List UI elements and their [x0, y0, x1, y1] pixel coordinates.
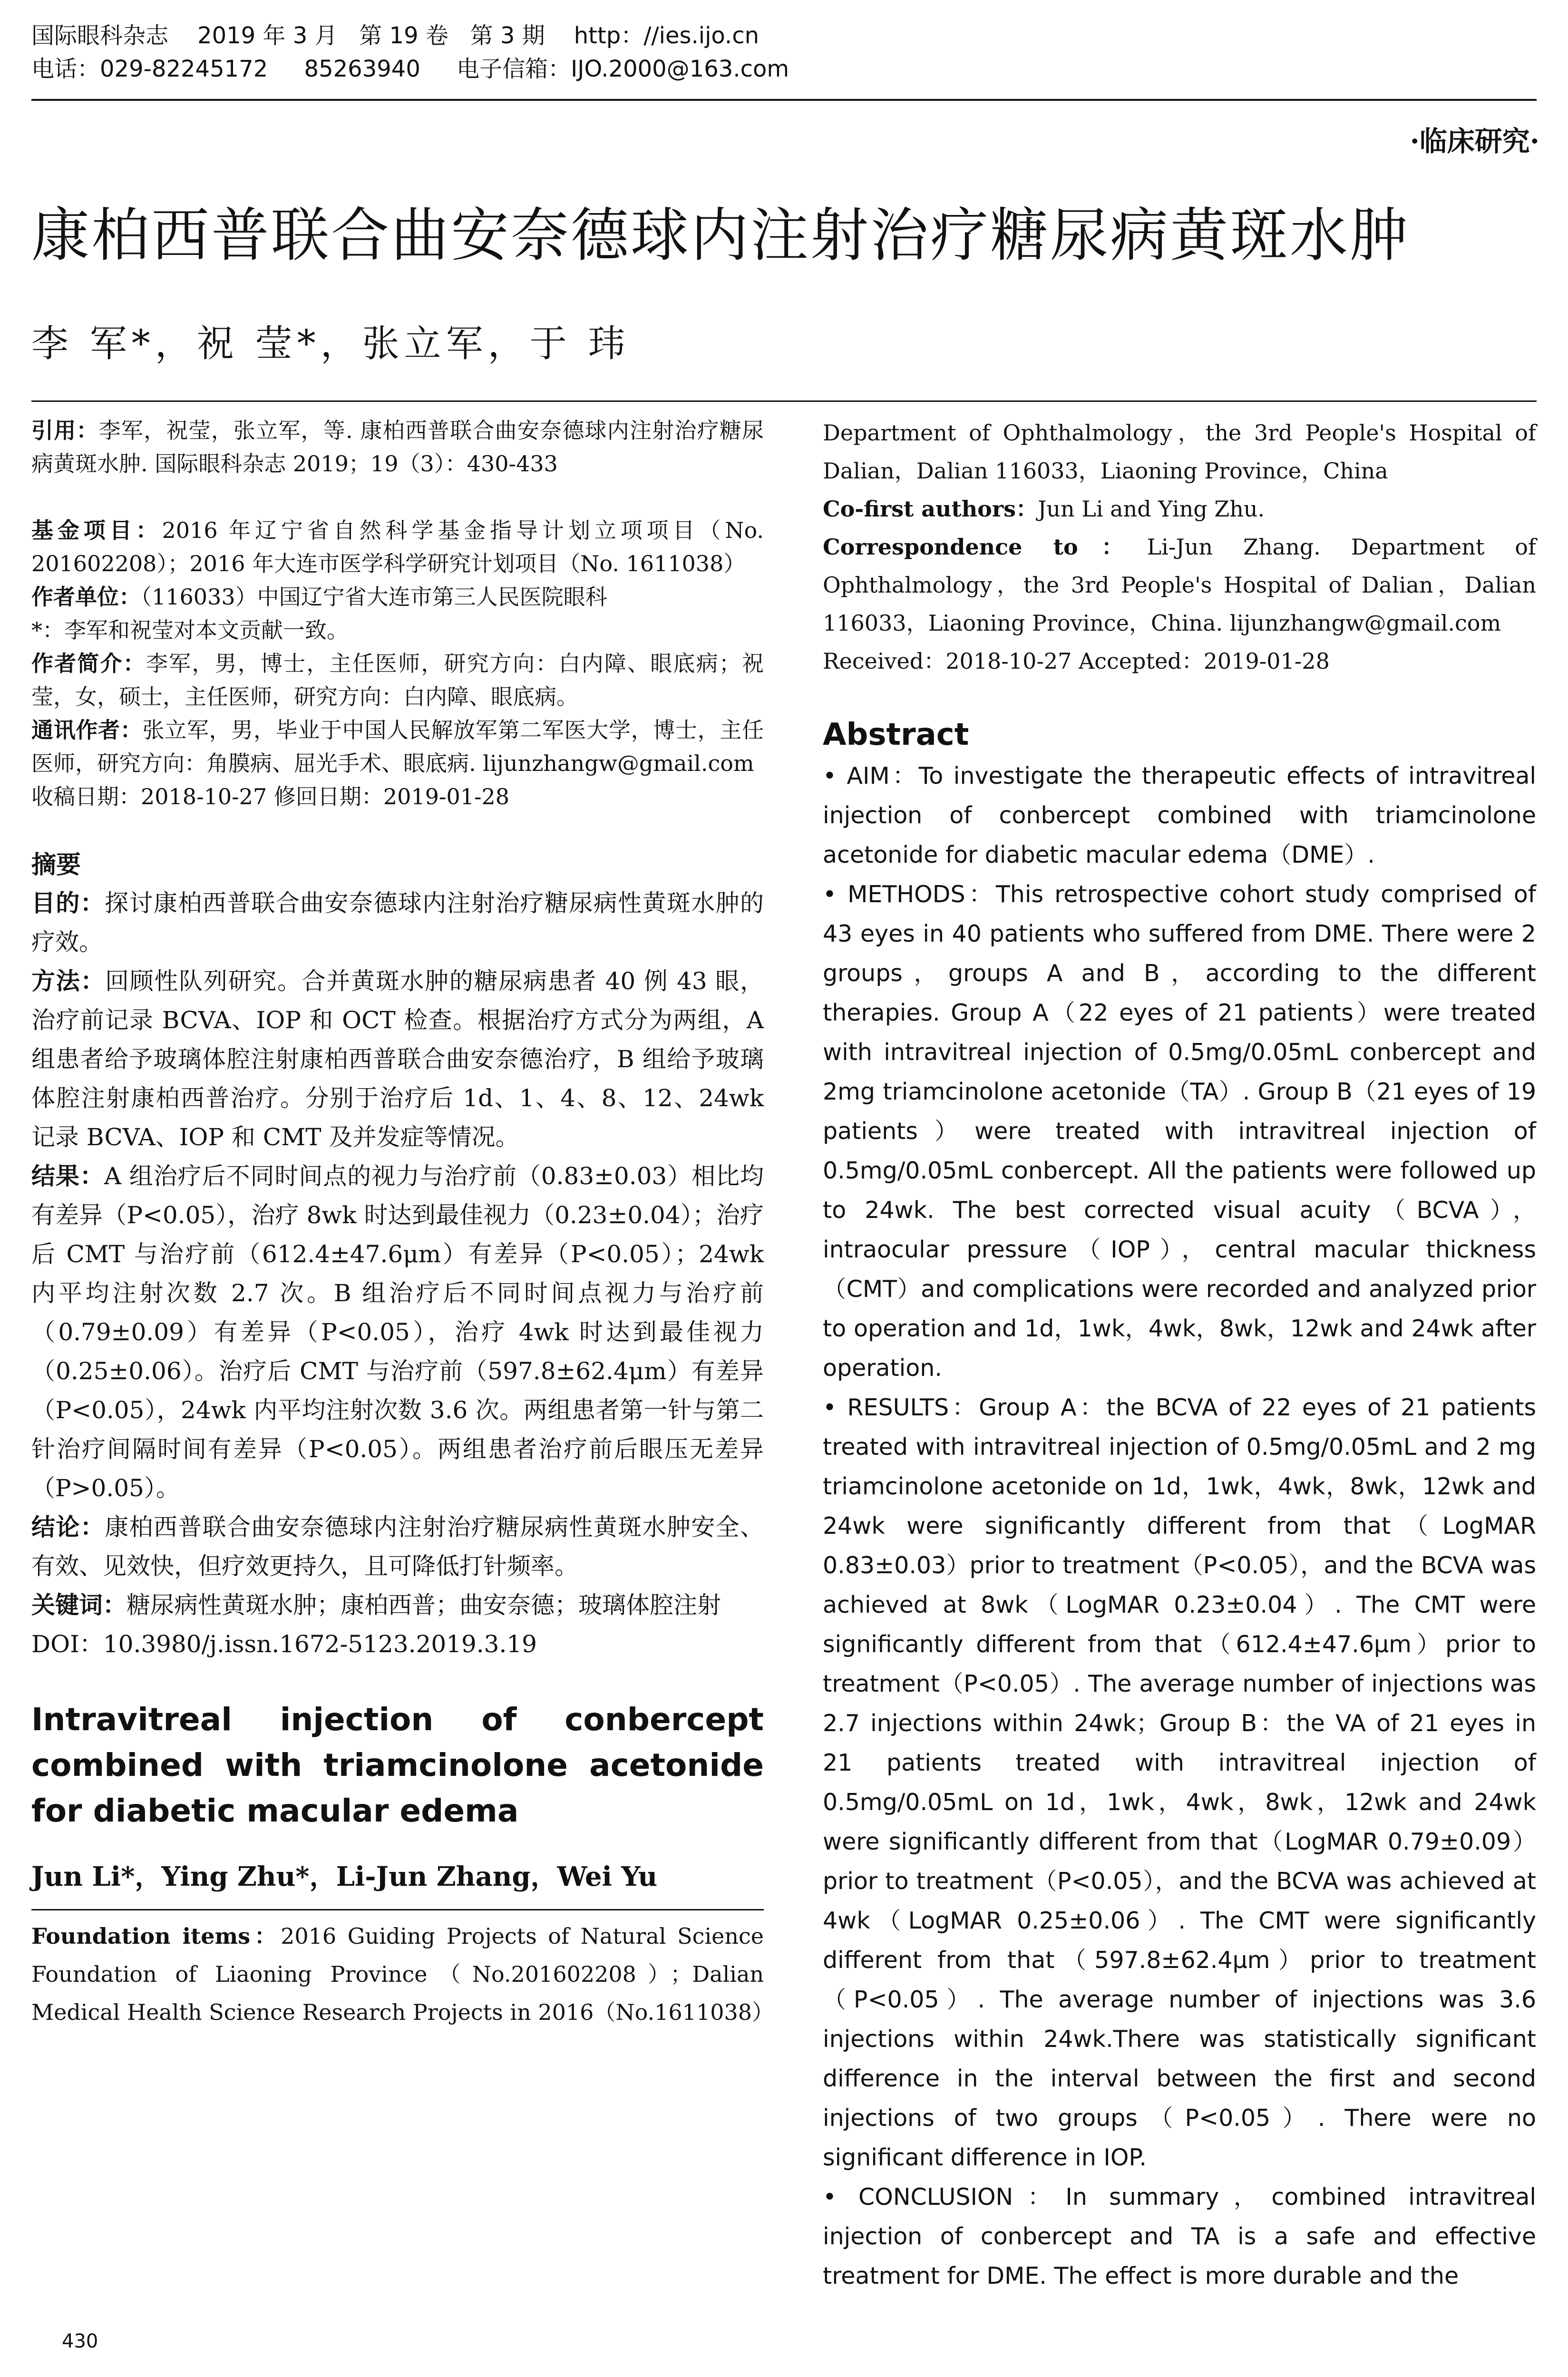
bio-text: 李军，男，博士，主任医师，研究方向：白内障、眼底病；祝莹，女，硕士，主任医师，研究方向：白内障、眼底病。 [31, 651, 764, 710]
english-authors: Jun Li*，Ying Zhu*，Li-Jun Zhang，Wei Yu [31, 1861, 658, 1892]
correspondence-cn [31, 713, 764, 780]
journal-header-line2: 电话：029-82245172 85263940 电子信箱：IJO.2000@163.com [31, 56, 789, 82]
abstract-cn-result [31, 1157, 764, 1508]
right-column [823, 414, 1536, 2296]
foundation-label: Foundation items： [31, 1923, 281, 1949]
foundation-items [31, 1917, 774, 2031]
abstract-en-aim: • AIM：To investigate the therapeutic effects of intravitreal injection of conbercept combined with triamcinolone acetonide for diabetic macular edema（DME）. [823, 762, 1536, 868]
citation-label: 引用： [31, 418, 99, 443]
aim-label: 目的： [31, 889, 105, 917]
keywords-cn [31, 1586, 764, 1625]
corr-text-cn: 张立军，男，毕业于中国人民解放军第二军医大学，博士，主任医师，研究方向：角膜病、屈光手术、眼底病. lijunzhangw@gmail.com [31, 717, 764, 776]
section-tag: ·临床研究· [1410, 125, 1539, 157]
aim-text: 探讨康柏西普联合曲安奈德球内注射治疗糖尿病性黄斑水肿的疗效。 [31, 889, 764, 956]
journal-header-line1: 国际眼科杂志 2019 年 3 月 第 19 卷 第 3 期 http：//ies.ijo.cn [31, 22, 760, 49]
unit-label: 作者单位： [31, 584, 141, 610]
method-label: 方法： [31, 967, 106, 995]
author-unit [31, 580, 764, 614]
correspondence-en [823, 528, 1536, 642]
header-divider [31, 99, 1537, 101]
fund-text: 2016 年辽宁省自然科学基金指导计划立项项目（No. 201602208）；2016 年大连市医学科学研究计划项目（No. 1611038） [31, 517, 764, 576]
abstract-en-heading: Abstract [823, 717, 969, 752]
abstract-cn-heading: 摘要 [31, 851, 81, 879]
abstract-cn-aim [31, 884, 764, 962]
fund-label: 基金项目： [31, 517, 162, 543]
citation [31, 414, 764, 480]
keywords-text: 糖尿病性黄斑水肿；康柏西普；曲安奈德；玻璃体腔注射 [127, 1591, 721, 1619]
conclusion-label: 结论： [31, 1513, 105, 1541]
corr-label-en: Correspondence to： [823, 534, 1147, 560]
left-column [31, 414, 774, 2031]
result-text: A 组治疗后不同时间点的视力与治疗前（0.83±0.03）相比均有差异（P<0.05），治疗 8wk 时达到最佳视力（0.23±0.04）；治疗后 CMT 与治疗前（612.4±47.6μm）有差异（P<0.05）；24wk 内平均注射次数 2.7 次。B 组治疗后不同时间点视力与治疗前（0.79±0.09）有差异（P<0.05），治疗 4wk 时达到最佳视力（0.25±0.06）。治疗后 CMT 与治疗前（597.8±62.4μm）有差异（P<0.05），24wk 内平均注射次数 3.6 次。两组患者第一针与第二针治疗间隔时间有差异（P<0.05）。两组患者治疗前后眼压无差异（P>0.05）。 [31, 1162, 764, 1502]
bio-label: 作者简介： [31, 651, 146, 676]
abstract-cn-method [31, 962, 764, 1157]
fund [31, 514, 764, 580]
result-label: 结果： [31, 1162, 104, 1190]
authors-cn: 李 军*，祝 莹*，张立军，于 玮 [31, 322, 630, 365]
doi: DOI：10.3980/j.issn.1672-5123.2019.3.19 [31, 1630, 537, 1658]
title-divider [31, 400, 1537, 402]
corr-text-en: Li-Jun Zhang. Department of Ophthalmology，the 3rd People's Hospital of Dalian，Dalian 116033，Liaoning Province，China. lijunzhangw@gmail.com [823, 534, 1536, 636]
department-en: Department of Ophthalmology，the 3rd People's Hospital of Dalian，Dalian 116033，Liaoning Province，China [823, 420, 1536, 484]
abstract-cn-conclusion [31, 1508, 764, 1586]
abstract-en-methods: • METHODS：This retrospective cohort study comprised of 43 eyes in 40 patients who suffered from DME. There were 2 groups，groups A and B，according to the different therapies. Group A（22 eyes of 21 patients）were treated with intravitreal injection of 0.5mg/0.05mL conbercept and 2mg triamcinolone acetonide（TA）. Group B（21 eyes of 19 patients）were treated with intravitreal injection of 0.5mg/0.05mL conbercept. All the patients were followed up to 24wk. The best corrected visual acuity（BCVA），intraocular pressure（IOP），central macular thickness（CMT）and complications were recorded and analyzed prior to operation and 1d，1wk，4wk，8wk，12wk and 24wk after operation. [823, 881, 1536, 1382]
author-bio [31, 647, 764, 713]
cofirst-authors [823, 490, 1536, 528]
citation-text: 李军，祝莹，张立军，等. 康柏西普联合曲安奈德球内注射治疗糖尿病黄斑水肿. 国际眼科杂志 2019；19（3）：430-433 [31, 418, 764, 477]
cofirst-text: Jun Li and Ying Zhu. [1037, 496, 1265, 522]
dates-cn: 收稿日期：2018-10-27 修回日期：2019-01-28 [31, 784, 510, 809]
contribution-note: *：李军和祝莹对本文贡献一致。 [31, 617, 349, 643]
dates-en: Received：2018-10-27 Accepted：2019-01-28 [823, 648, 1330, 674]
corr-label-cn: 通讯作者： [31, 717, 143, 743]
conclusion-text: 康柏西普联合曲安奈德球内注射治疗糖尿病性黄斑水肿安全、有效、见效快，但疗效更持久，且可降低打针频率。 [31, 1513, 764, 1580]
unit-text: （116033）中国辽宁省大连市第三人民医院眼科 [141, 584, 607, 610]
abstract-en-results: • RESULTS：Group A：the BCVA of 22 eyes of 21 patients treated with intravitreal injection of 0.5mg/0.05mL and 2 mg triamcinolone acetonide on 1d，1wk，4wk，8wk，12wk and 24wk were significantly different from that（LogMAR 0.83±0.03）prior to treatment（P<0.05），and the BCVA was achieved at 8wk（LogMAR 0.23±0.04）. The CMT were significantly different from that（612.4±47.6μm）prior to treatment（P<0.05）. The average number of injections was 2.7 injections within 24wk；Group B：the VA of 21 eyes in 21 patients treated with intravitreal injection of 0.5mg/0.05mL on 1d，1wk，4wk，8wk，12wk and 24wk were significantly different from that（LogMAR 0.79±0.09）prior to treatment（P<0.05），and the BCVA was achieved at 4wk（LogMAR 0.25±0.06）. The CMT were significantly different from that（597.8±62.4μm）prior to treatment（P<0.05）. The average number of injections was 3.6 injections within 24wk.There was statistically significant difference in the interval between the first and second injections of two groups（P<0.05）. There were no significant difference in IOP. [823, 1394, 1536, 2171]
journal-header [31, 19, 1537, 86]
cofirst-label: Co-first authors： [823, 496, 1038, 522]
abstract-en-conclusion: • CONCLUSION：In summary，combined intravitreal injection of conbercept and TA is a safe and effective treatment for DME. The effect is more durable and the [823, 2183, 1536, 2289]
keywords-label: 关键词： [31, 1591, 127, 1619]
foundation-text: 2016 Guiding Projects of Natural Science Foundation of Liaoning Province（No.201602208）；Dalian Medical Health Science Research Projects in 2016（No.1611038） [31, 1923, 774, 2025]
english-title: Intravitreal injection of conbercept combined with triamcinolone acetonide for diabetic macular edema [31, 1701, 764, 1829]
article-title: 康柏西普联合曲安奈德球内注射治疗糖尿病黄斑水肿 [31, 202, 1410, 269]
page-number: 430 [62, 2330, 98, 2352]
method-text: 回顾性队列研究。合并黄斑水肿的糖尿病患者 40 例 43 眼，治疗前记录 BCVA、IOP 和 OCT 检查。根据治疗方式分为两组，A 组患者给予玻璃体腔注射康柏西普联合曲安奈德治疗，B 组给予玻璃体腔注射康柏西普治疗。分别于治疗后 1d、1、4、8、12、24wk 记录 BCVA、IOP 和 CMT 及并发症等情况。 [31, 967, 764, 1151]
